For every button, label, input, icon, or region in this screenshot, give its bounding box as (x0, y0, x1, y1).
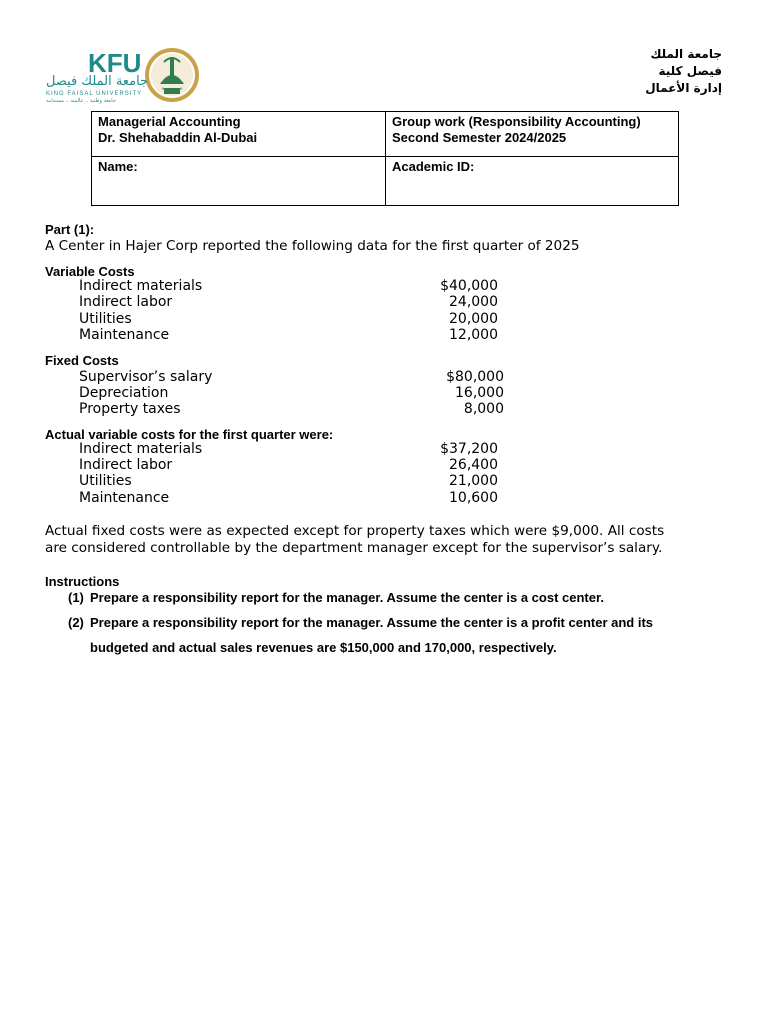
cost-label: Indirect labor (79, 294, 173, 310)
cost-label: Maintenance (79, 490, 170, 506)
course-info-table (91, 111, 679, 206)
variable-costs-heading: Variable Costs (45, 264, 135, 279)
cost-amount: $80,000 (446, 369, 504, 385)
note-line: are considered controllable by the department manager except for the supervisor’s salary. (45, 540, 663, 556)
instruction-text: Prepare a responsibility report for the manager. Assume the center is a cost center. (90, 590, 604, 605)
academic-id-label: Academic ID: (392, 159, 475, 174)
instruction-number: (1) (68, 590, 84, 605)
logo-abbreviation: KFU (88, 48, 142, 78)
cost-amount: $37,200 (440, 441, 498, 457)
cost-label: Indirect materials (79, 278, 203, 294)
cost-label: Indirect materials (79, 441, 203, 457)
list-item (79, 490, 499, 506)
list-item (79, 401, 505, 417)
arabic-header (645, 46, 722, 97)
course-name: Managerial Accounting (98, 114, 241, 129)
name-label: Name: (98, 159, 138, 174)
cost-amount: $40,000 (440, 278, 498, 294)
cost-amount: 8,000 (463, 401, 504, 417)
cost-amount: 21,000 (449, 473, 498, 489)
cost-label: Utilities (79, 311, 132, 327)
cost-label: Depreciation (79, 385, 169, 401)
arabic-line: إدارة الأعمال (645, 81, 722, 95)
semester: Second Semester 2024/2025 (392, 130, 567, 145)
instruction-text-continued: budgeted and actual sales revenues are $150,000 and 170,000, respectively. (90, 640, 557, 655)
actual-variable-costs-heading: Actual variable costs for the first quarter were: (45, 427, 334, 442)
academic-id-cell[interactable] (386, 157, 678, 177)
cost-amount: 10,600 (449, 490, 498, 506)
cost-amount: 12,000 (449, 327, 498, 343)
instruction-number: (2) (68, 615, 84, 630)
list-item (79, 441, 499, 457)
list-item (79, 369, 505, 385)
cost-label: Supervisor’s salary (79, 369, 213, 385)
cost-label: Indirect labor (79, 457, 173, 473)
list-item (79, 473, 499, 489)
instructor-name: Dr. Shehabaddin Al-Dubai (98, 130, 258, 145)
list-item (79, 385, 505, 401)
cost-amount: 24,000 (449, 294, 498, 310)
list-item (79, 294, 499, 310)
cost-label: Utilities (79, 473, 132, 489)
cost-amount: 16,000 (455, 385, 504, 401)
instruction-text: Prepare a responsibility report for the manager. Assume the center is a profit center and its (90, 615, 654, 630)
cost-amount: 20,000 (449, 311, 498, 327)
fixed-costs-heading: Fixed Costs (45, 353, 119, 368)
logo-arabic-name: جامعة الملك فيصل (46, 74, 149, 89)
note-line: Actual fixed costs were as expected except for property taxes which were $9,000. All costs (45, 523, 665, 539)
course-cell (92, 112, 385, 148)
list-item (79, 457, 499, 473)
arabic-line: جامعة الملك (650, 47, 722, 61)
logo-tagline: جامعة وطنية .. عالمية .. مستدامة (46, 98, 116, 104)
cost-amount: 26,400 (449, 457, 498, 473)
list-item (79, 327, 499, 343)
assignment-cell (386, 112, 678, 148)
part-intro: A Center in Hajer Corp reported the following data for the first quarter of 2025 (45, 238, 580, 254)
instructions-heading: Instructions (45, 574, 120, 589)
cost-label: Property taxes (79, 401, 181, 417)
logo-english-name: KING FAISAL UNIVERSITY (46, 91, 143, 97)
list-item (79, 311, 499, 327)
name-cell[interactable] (92, 157, 385, 177)
list-item (79, 278, 499, 294)
part-title: Part (1): (45, 222, 95, 237)
cost-label: Maintenance (79, 327, 170, 343)
assignment-title: Group work (Responsibility Accounting) (392, 114, 641, 129)
arabic-line: فيصل كلية (658, 64, 722, 78)
